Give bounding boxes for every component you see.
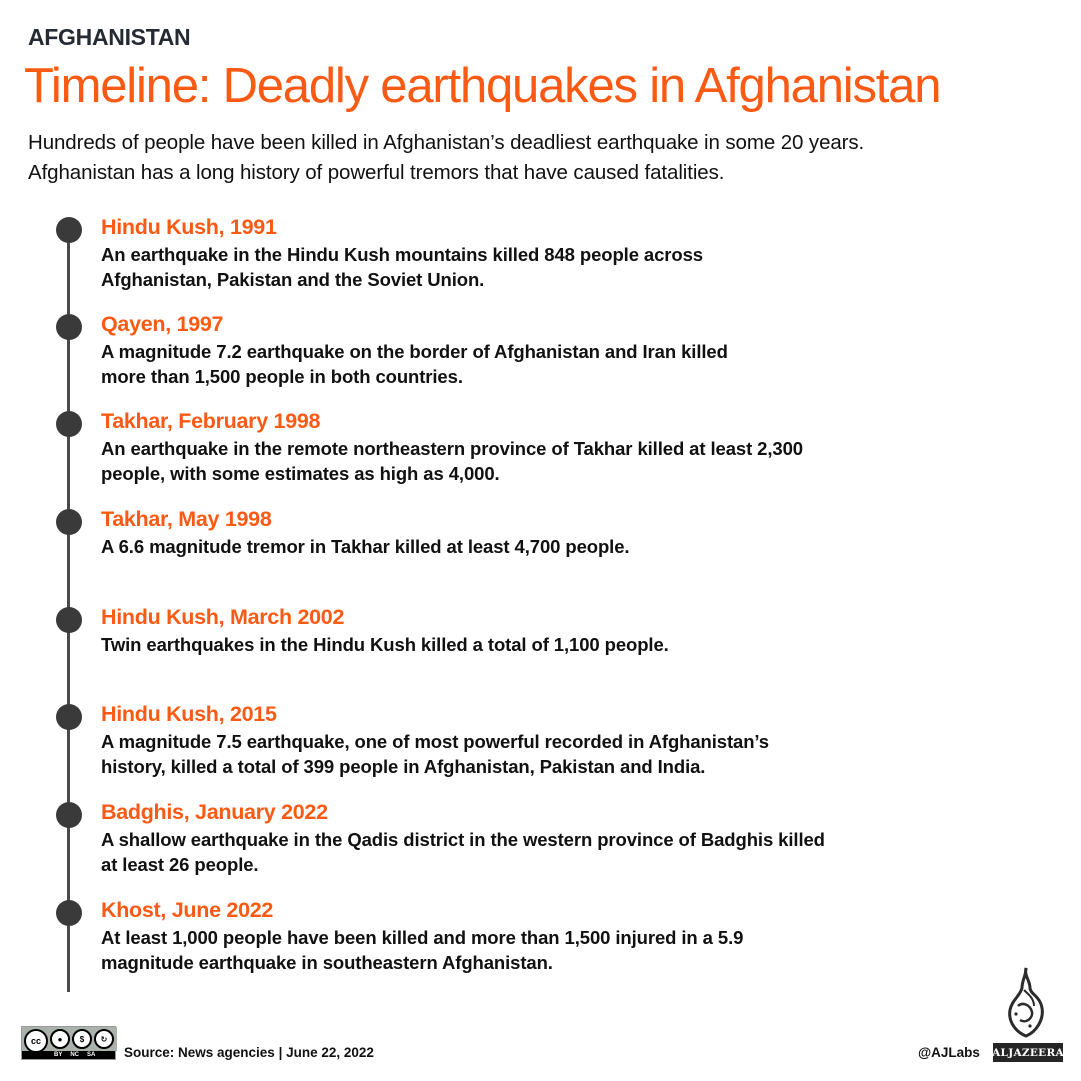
event-description bbox=[101, 242, 961, 292]
event-description-line: at least 26 people. bbox=[101, 854, 259, 875]
event-title: Hindu Kush, 1991 bbox=[101, 215, 277, 239]
social-handle: @AJLabs bbox=[918, 1045, 980, 1060]
timeline-dot-icon bbox=[56, 217, 82, 243]
by-icon: ● bbox=[50, 1029, 70, 1049]
event-description bbox=[101, 827, 961, 877]
event-title: Badghis, January 2022 bbox=[101, 800, 328, 824]
event-description-line: A magnitude 7.2 earthquake on the border of Afghanistan and Iran killed bbox=[101, 341, 728, 362]
license-label-sa: SA bbox=[87, 1052, 96, 1058]
event-description-line: A magnitude 7.5 earthquake, one of most powerful recorded in Afghanistan’s bbox=[101, 731, 769, 752]
event-description-line: people, with some estimates as high as 4,000. bbox=[101, 463, 500, 484]
event-description-line: A 6.6 magnitude tremor in Takhar killed at least 4,700 people. bbox=[101, 536, 630, 557]
sa-icon: ↻ bbox=[94, 1029, 114, 1049]
section-kicker: AFGHANISTAN bbox=[28, 24, 191, 50]
event-description bbox=[101, 729, 961, 779]
event-description bbox=[101, 925, 961, 975]
event-description-line: An earthquake in the Hindu Kush mountains killed 848 people across bbox=[101, 244, 703, 265]
timeline-dot-icon bbox=[56, 509, 82, 535]
page-title: Timeline: Deadly earthquakes in Afghanistan bbox=[24, 59, 941, 113]
event-description-line: At least 1,000 people have been killed and more than 1,500 injured in a 5.9 bbox=[101, 927, 744, 948]
timeline-dot-icon bbox=[56, 607, 82, 633]
timeline-dot-icon bbox=[56, 411, 82, 437]
event-description-line: magnitude earthquake in southeastern Afghanistan. bbox=[101, 952, 553, 973]
event-description bbox=[101, 632, 961, 657]
event-title: Hindu Kush, 2015 bbox=[101, 702, 277, 726]
event-title: Hindu Kush, March 2002 bbox=[101, 605, 345, 629]
event-description-line: Twin earthquakes in the Hindu Kush killed a total of 1,100 people. bbox=[101, 634, 669, 655]
event-description-line: Afghanistan, Pakistan and the Soviet Union. bbox=[101, 269, 485, 290]
event-description bbox=[101, 436, 961, 486]
license-label-by: BY bbox=[54, 1052, 63, 1058]
event-description bbox=[101, 534, 961, 559]
timeline-dot-icon bbox=[56, 802, 82, 828]
subtitle bbox=[28, 128, 1068, 188]
timeline-dot-icon bbox=[56, 900, 82, 926]
event-title: Takhar, February 1998 bbox=[101, 409, 321, 433]
event-title: Khost, June 2022 bbox=[101, 898, 274, 922]
source-credit: Source: News agencies | June 22, 2022 bbox=[124, 1045, 374, 1060]
event-title: Qayen, 1997 bbox=[101, 312, 224, 336]
event-description-line: An earthquake in the remote northeastern province of Takhar killed at least 2,300 bbox=[101, 438, 803, 459]
nc-icon: $ bbox=[72, 1029, 92, 1049]
timeline-dot-icon bbox=[56, 314, 82, 340]
event-title: Takhar, May 1998 bbox=[101, 507, 272, 531]
event-description bbox=[101, 339, 961, 389]
event-description-line: A shallow earthquake in the Qadis district in the western province of Badghis killed bbox=[101, 829, 825, 850]
timeline-dot-icon bbox=[56, 704, 82, 730]
event-description-line: more than 1,500 people in both countries. bbox=[101, 366, 463, 387]
subtitle-line-1: Hundreds of people have been killed in Afghanistan’s deadliest earthquake in some 20 years. bbox=[28, 131, 865, 154]
aljazeera-logo-icon bbox=[1000, 966, 1050, 1038]
aljazeera-wordmark: ALJAZEERA bbox=[993, 1043, 1063, 1062]
event-description-line: history, killed a total of 399 people in Afghanistan, Pakistan and India. bbox=[101, 756, 706, 777]
cc-icon: cc bbox=[24, 1029, 48, 1053]
subtitle-line-2: Afghanistan has a long history of powerful tremors that have caused fatalities. bbox=[28, 161, 725, 184]
license-label-nc: NC bbox=[70, 1052, 80, 1058]
creative-commons-license-badge bbox=[21, 1026, 116, 1060]
